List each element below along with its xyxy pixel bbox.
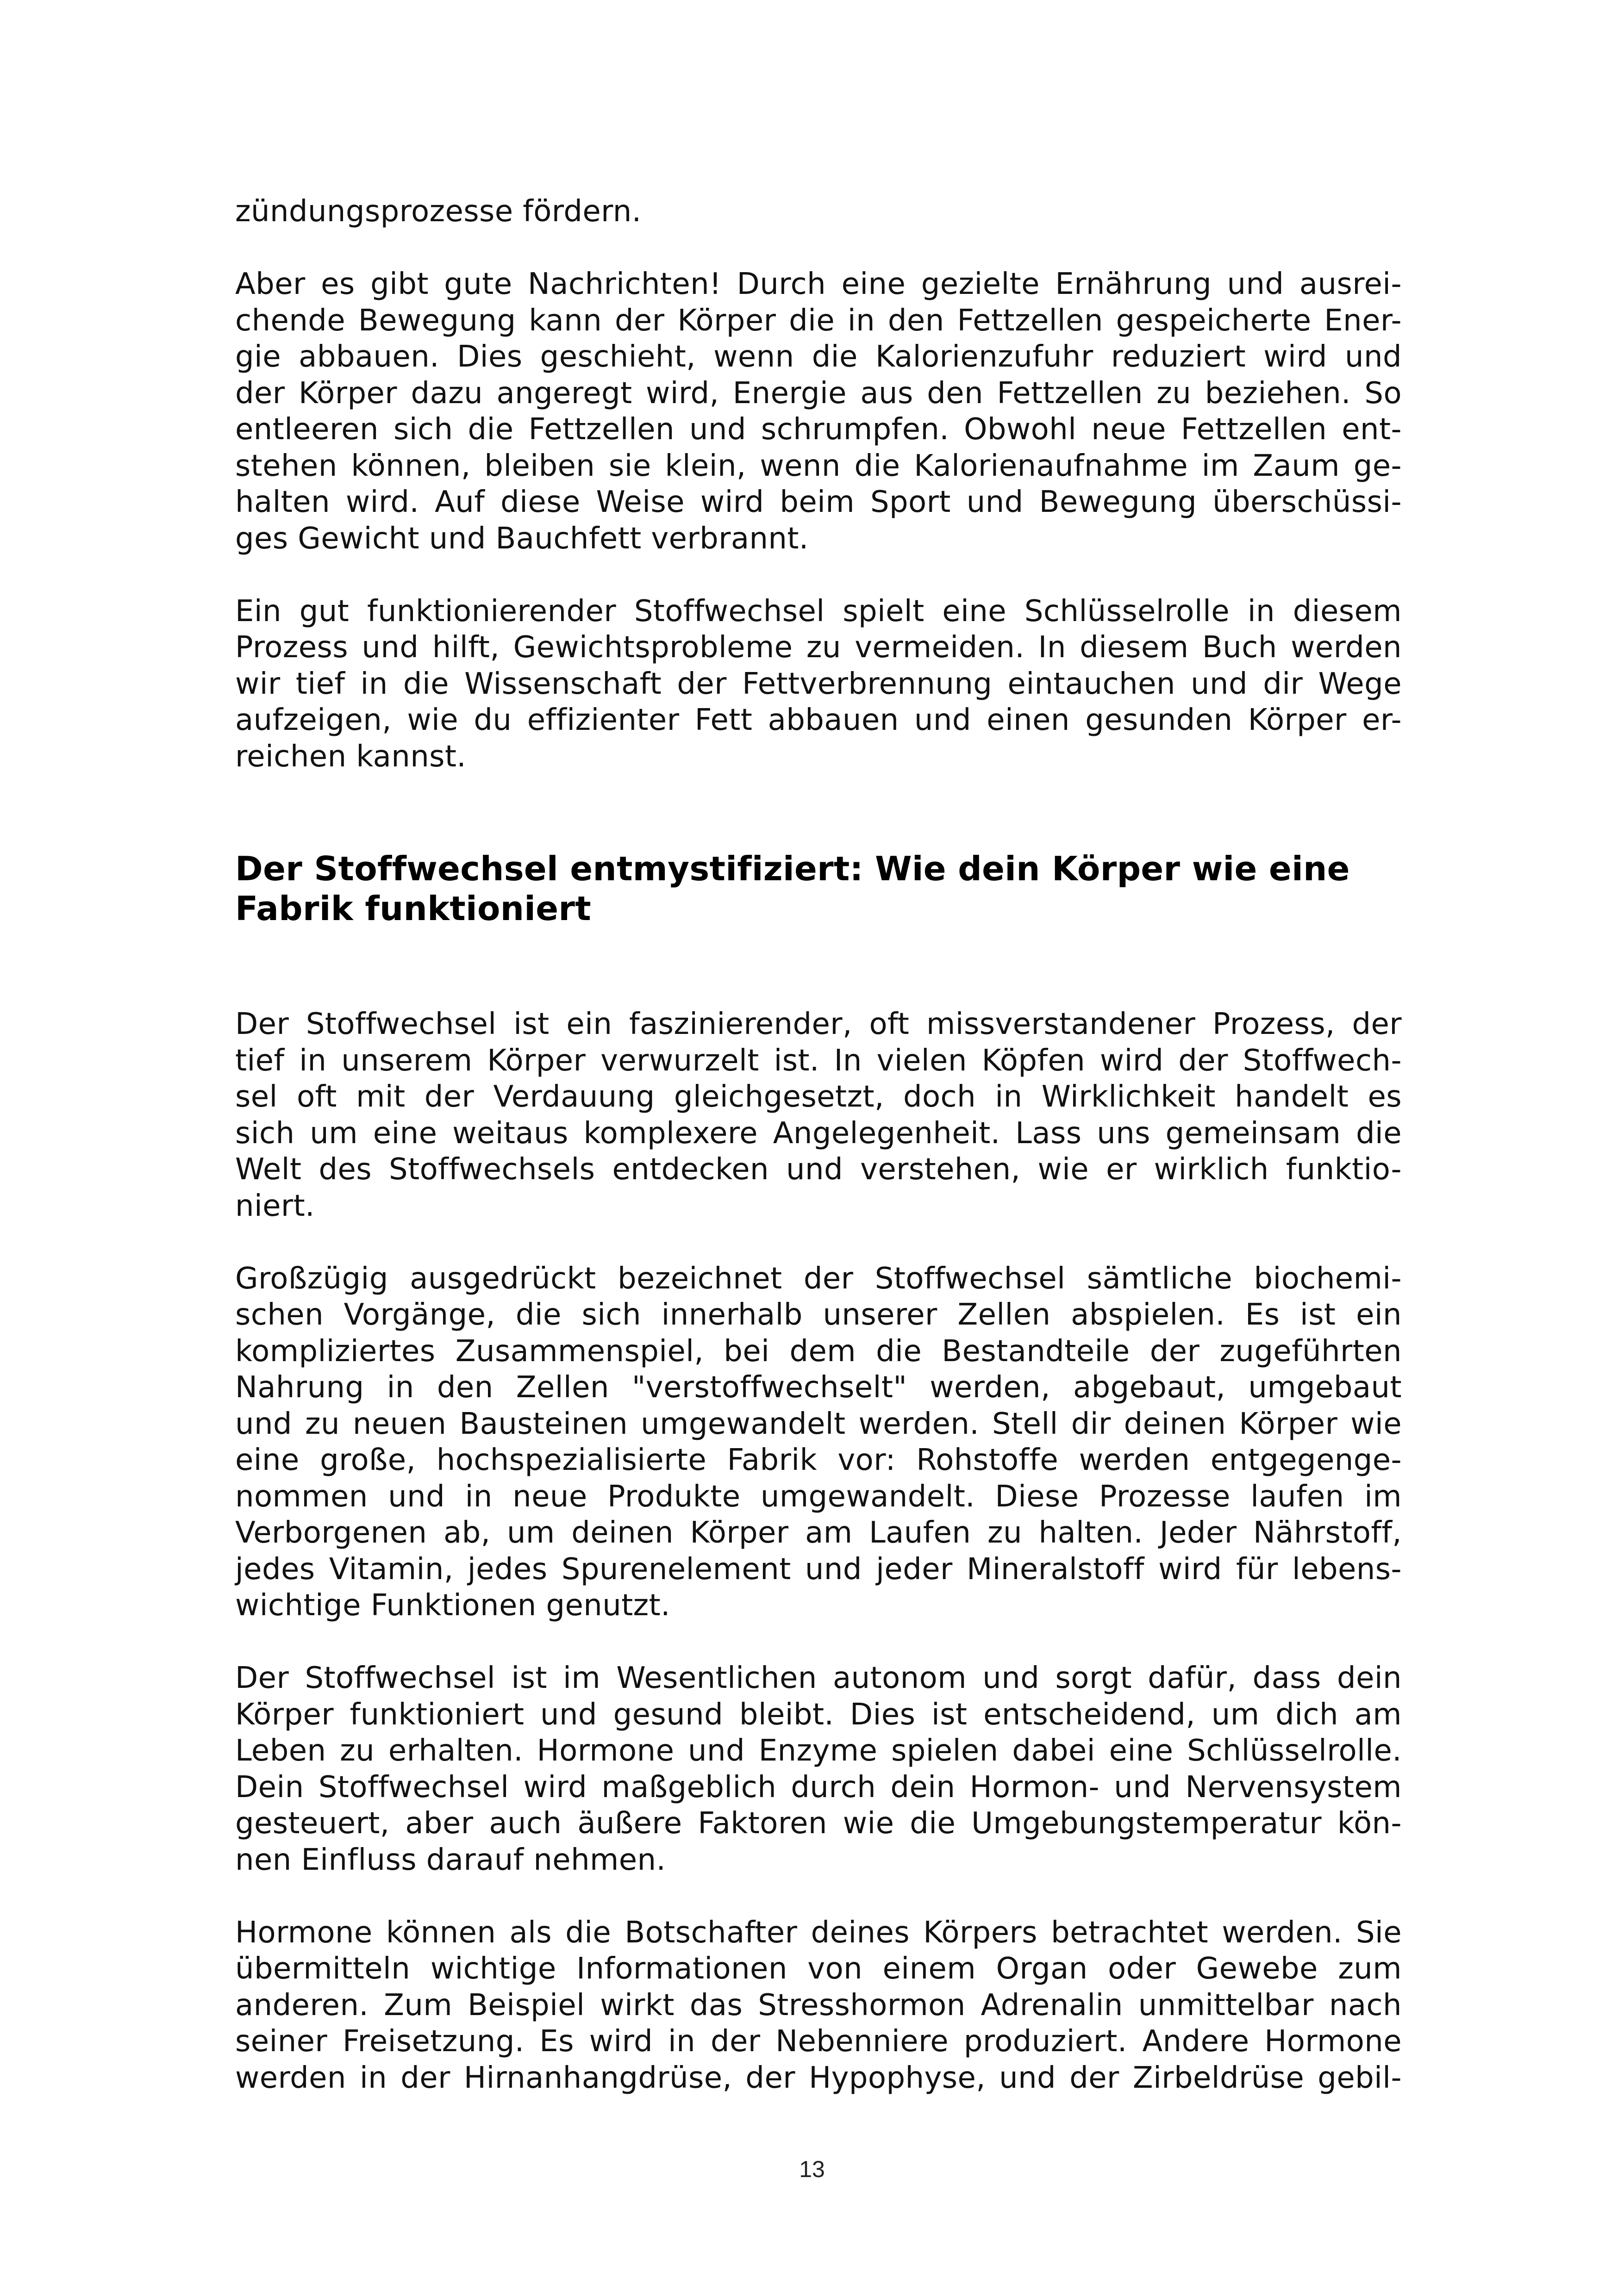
paragraph-spacer [235, 1878, 1402, 1915]
paragraph-intro-metabolism [235, 1006, 1402, 1224]
heading-spacer [235, 928, 1402, 1006]
paragraph-factory [235, 1261, 1402, 1624]
text-line: chende Bewegung kann der Körper die in den Fettzellen gespeicherte Ener- [235, 303, 1402, 338]
text-line: Leben zu erhalten. Hormone und Enzyme spielen dabei eine Schlüsselrolle. [235, 1734, 1402, 1768]
heading-spacer [235, 775, 1402, 849]
text-line: Aber es gibt gute Nachrichten! Durch eine gezielte Ernährung und ausrei- [235, 267, 1402, 301]
text-line: seiner Freisetzung. Es wird in der Nebenniere produziert. Andere Hormone [235, 2024, 1402, 2059]
text-line: jedes Vitamin, jedes Spurenelement und jeder Mineralstoff wird für lebens- [235, 1552, 1402, 1587]
text-line: Welt des Stoffwechsels entdecken und verstehen, wie er wirklich funktio- [235, 1152, 1402, 1187]
text-line: Großzügig ausgedrückt bezeichnet der Stoffwechsel sämtliche biochemi- [235, 1261, 1402, 1296]
text-line: sich um eine weitaus komplexere Angelegenheit. Lass uns gemeinsam die [235, 1116, 1402, 1151]
text-line: entleeren sich die Fettzellen und schrumpfen. Obwohl neue Fettzellen ent- [235, 412, 1402, 447]
paragraph-good-news [235, 266, 1402, 557]
text-line: kompliziertes Zusammenspiel, bei dem die Bestandteile der zugeführten [235, 1334, 1402, 1369]
text-line: gesteuert, aber auch äußere Faktoren wie die Umgebungstemperatur kön- [235, 1806, 1402, 1841]
text-line: eine große, hochspezialisierte Fabrik vor: Rohstoffe werden entgegenge- [235, 1443, 1402, 1477]
text-line: Hormone können als die Botschafter deines Körpers betrachtet werden. Sie [235, 1915, 1402, 1950]
heading-line: Der Stoffwechsel entmystifiziert: Wie dein Körper wie eine [235, 849, 1350, 888]
text-line: Dein Stoffwechsel wird maßgeblich durch dein Hormon- und Nervensystem [235, 1770, 1402, 1804]
paragraph-continuation [235, 193, 1402, 230]
paragraph-spacer [235, 1224, 1402, 1261]
paragraph-autonomous [235, 1660, 1402, 1878]
text-line: sel oft mit der Verdauung gleichgesetzt, doch in Wirklichkeit handelt es [235, 1080, 1402, 1114]
text-line: nommen und in neue Produkte umgewandelt. Diese Prozesse laufen im [235, 1479, 1402, 1514]
text-line: der Körper dazu angeregt wird, Energie aus den Fettzellen zu beziehen. So [235, 376, 1402, 411]
text-line: nen Einfluss darauf nehmen. [235, 1842, 666, 1877]
page-number: 13 [799, 2156, 825, 2182]
text-line: halten wird. Auf diese Weise wird beim Sport und Bewegung überschüssi- [235, 485, 1402, 519]
text-line: übermitteln wichtige Informationen von einem Organ oder Gewebe zum [235, 1952, 1402, 1986]
text-line: tief in unserem Körper verwurzelt ist. In vielen Köpfen wird der Stoffwech- [235, 1043, 1402, 1078]
text-line: Körper funktioniert und gesund bleibt. Dies ist entscheidend, um dich am [235, 1697, 1402, 1732]
text-column [235, 193, 1402, 2096]
text-line: werden in der Hirnanhangdrüse, der Hypophyse, und der Zirbeldrüse gebil- [235, 2060, 1402, 2095]
paragraph-spacer [235, 1624, 1402, 1661]
section-heading [235, 849, 1402, 928]
text-line: gie abbauen. Dies geschieht, wenn die Kalorienzufuhr reduziert wird und [235, 340, 1402, 374]
heading-line: Fabrik funktioniert [235, 889, 591, 928]
text-line: aufzeigen, wie du effizienter Fett abbauen und einen gesunden Körper er- [235, 703, 1402, 737]
text-line: Nahrung in den Zellen "verstoffwechselt" werden, abgebaut, umgebaut [235, 1370, 1402, 1405]
text-line: Der Stoffwechsel ist ein faszinierender, oft missverstandener Prozess, der [235, 1007, 1402, 1041]
text-line: Ein gut funktionierender Stoffwechsel spielt eine Schlüsselrolle in diesem [235, 594, 1402, 628]
text-line: wichtige Funktionen genutzt. [235, 1588, 670, 1623]
text-line: und zu neuen Bausteinen umgewandelt werden. Stell dir deinen Körper wie [235, 1406, 1402, 1441]
text-line: niert. [235, 1188, 315, 1223]
text-line: wir tief in die Wissenschaft der Fettverbrennung eintauchen und dir Wege [235, 666, 1402, 701]
paragraph-spacer [235, 557, 1402, 593]
text-line: reichen kannst. [235, 739, 467, 774]
paragraph-metabolism-key [235, 593, 1402, 775]
text-line: Der Stoffwechsel ist im Wesentlichen autonom und sorgt dafür, dass dein [235, 1661, 1402, 1695]
text-line: stehen können, bleiben sie klein, wenn die Kalorienaufnahme im Zaum ge- [235, 448, 1402, 483]
text-line: schen Vorgänge, die sich innerhalb unserer Zellen abspielen. Es ist ein [235, 1298, 1402, 1332]
text-line: anderen. Zum Beispiel wirkt das Stresshormon Adrenalin unmittelbar nach [235, 1988, 1402, 2022]
text-line: Prozess und hilft, Gewichtsprobleme zu vermeiden. In diesem Buch werden [235, 630, 1402, 665]
text-line: ges Gewicht und Bauchfett verbrannt. [235, 521, 809, 556]
text-line: zündungsprozesse fördern. [235, 194, 642, 229]
paragraph-hormones [235, 1915, 1402, 2097]
paragraph-spacer [235, 230, 1402, 267]
text-line: Verborgenen ab, um deinen Körper am Laufen zu halten. Jeder Nährstoff, [235, 1516, 1402, 1550]
